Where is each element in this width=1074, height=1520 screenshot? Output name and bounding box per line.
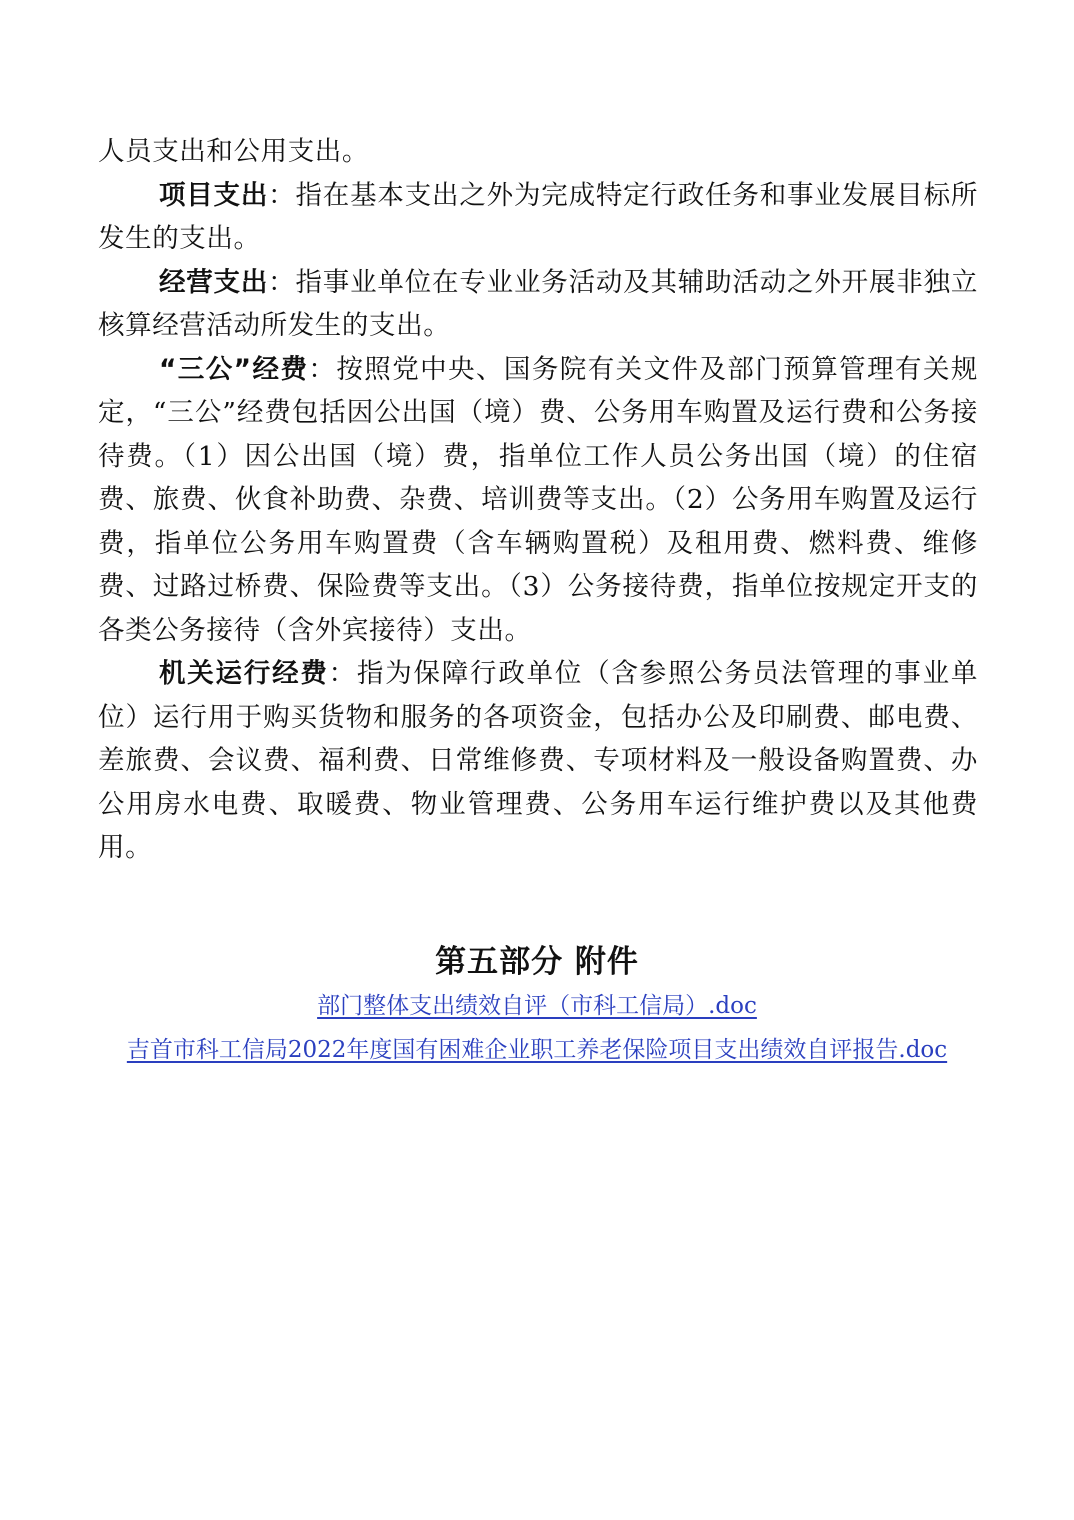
paragraph-text: ：指为保障行政单位（含参照公务员法管理的事业单位）运行用于购买货物和服务的各项资金，包括办公及印刷费、邮电费、差旅费、会议费、福利费、日常维修费、专项材料及一般设备购置费、办公用房水电费、取暖费、物业管理费、公务用车运行维护费以及其他费用。 [98,658,978,863]
paragraph-text: 人员支出和公用支出。 [98,136,369,167]
paragraph-agency-operating-funds [98,652,978,870]
attachment-list [100,985,974,1072]
paragraph-continuation [98,130,978,174]
definitions-body [98,130,978,870]
term-label: “三公”经费 [158,353,309,385]
paragraph-text: ：按照党中央、国务院有关文件及部门预算管理有关规定，“三公”经费包括因公出国（境）费、公务用车购置及运行费和公务接待费。（1）因公出国（境）费，指单位工作人员公务出国（境）的住宿费、旅费、伙食补助费、杂费、培训费等支出。（2）公务用车购置及运行费，指单位公务用车购置费（含车辆购置税）及租用费、燃料费、维修费、过路过桥费、保险费等支出。（3）公务接待费，指单位按规定开支的各类公务接待（含外宾接待）支出。 [98,353,978,646]
paragraph-three-public-expenses [98,348,978,653]
section-heading: 第五部分 附件 [435,944,639,980]
term-label: 项目支出 [158,179,269,211]
attachment-link-department-self-evaluation[interactable]: 部门整体支出绩效自评（市科工信局）.doc [317,993,757,1019]
attachment-item [100,985,974,1029]
attachment-item [100,1029,974,1073]
attachment-link-pension-project-report[interactable]: 吉首市科工信局2022年度国有困难企业职工养老保险项目支出绩效自评报告.doc [126,1036,948,1063]
paragraph-text: ：指在基本支出之外为完成特定行政任务和事业发展目标所发生的支出。 [98,179,978,254]
paragraph-operating-expenditure [98,261,978,348]
paragraph-project-expenditure [98,174,978,261]
term-label: 机关运行经费 [158,658,329,689]
paragraph-text: ：指事业单位在专业业务活动及其辅助活动之外开展非独立核算经营活动所发生的支出。 [98,266,978,341]
term-label: 经营支出 [158,266,269,298]
